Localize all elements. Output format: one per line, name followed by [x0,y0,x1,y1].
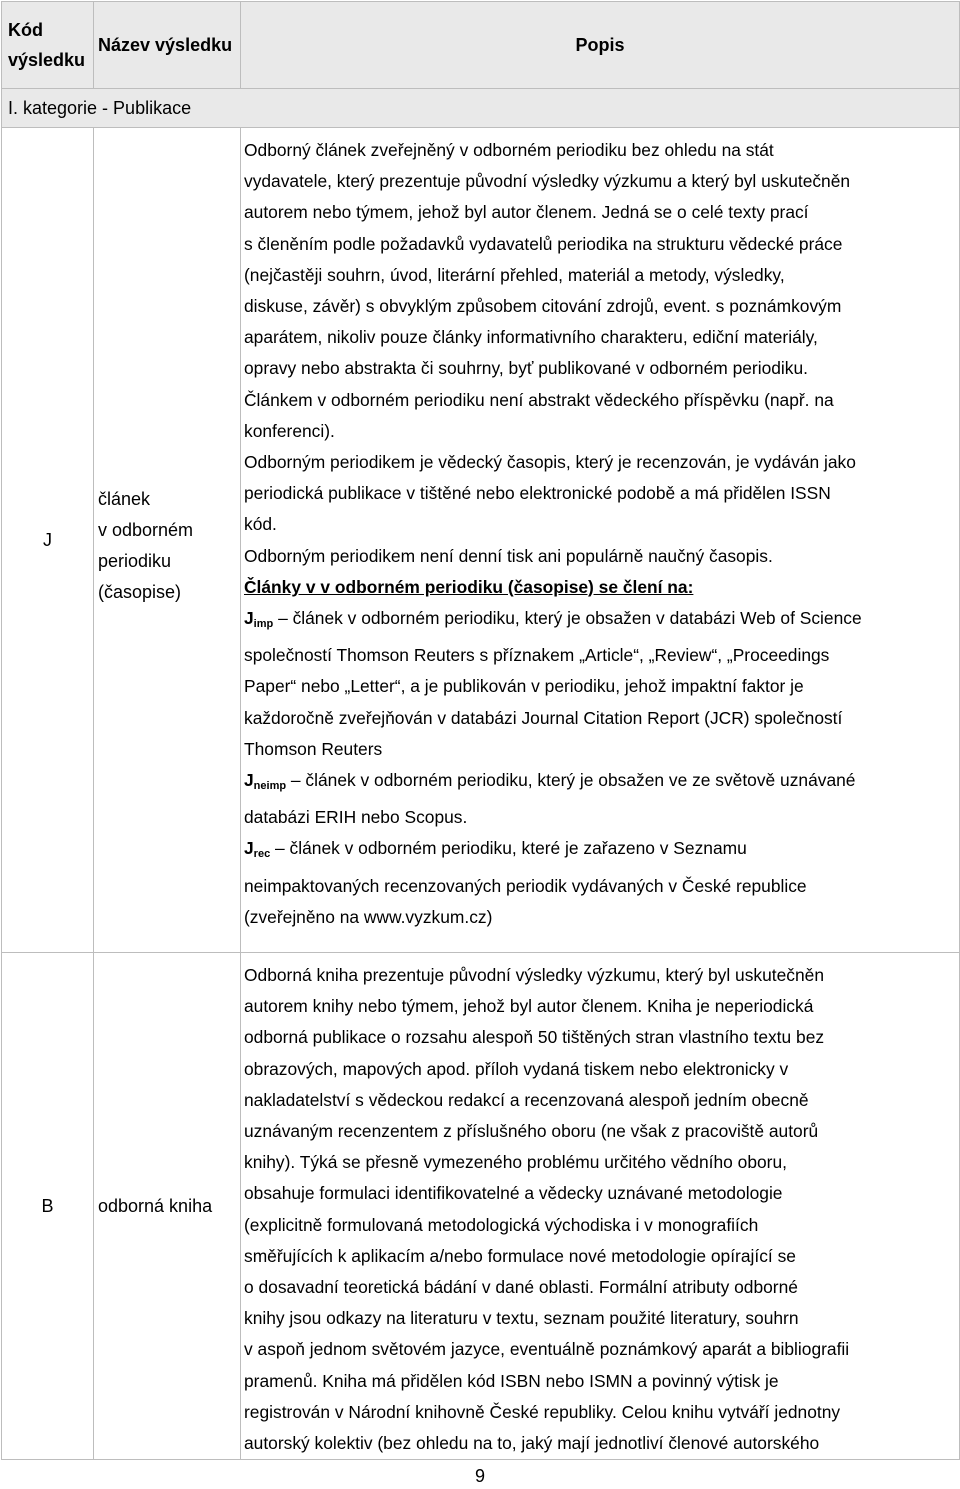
jimp-text: – článek v odborném periodiku, který je obsažen v databázi Web of Science [273,608,862,629]
table-row [2,128,960,953]
desc-line: opravy nebo abstrakta či souhrny, byť publikované v odborném periodiku. [244,358,808,379]
desc-line: Článkem v odborném periodiku není abstrakt vědeckého příspěvku (např. na [244,389,834,410]
desc-line: periodická publikace v tištěné nebo elektronické podobě a má přidělen ISSN [244,483,831,504]
row-name-line: v odborném [98,520,194,540]
desc-line: kód. [244,514,277,535]
desc-line: směřujících k aplikacím a/nebo formulace nové metodologie opírající se [244,1245,796,1266]
desc-line: autorský kolektiv (bez ohledu na to, jaký mají jednotliví členové autorského [244,1433,820,1454]
desc-line: každoročně zveřejňován v databázi Journal Citation Report (JCR) společností [244,707,843,728]
desc-line: o dosavadní teoretická bádání v dané oblasti. Formální atributy odborné [244,1277,798,1298]
jrec-line [244,833,959,870]
desc-line: obrazových, mapových apod. příloh vydaná tiskem nebo elektronicky v [244,1058,789,1079]
desc-line: vydavatele, který prezentuje původní výsledky výzkumu a který byl uskutečněn [244,171,851,192]
desc-line: registrován v Národní knihovně České republiky. Celou knihu vytváří jednotny [244,1401,841,1422]
table-header-row [2,2,960,89]
desc-line: neimpaktovaných recenzovaných periodik vydávaných v České republice [244,875,807,896]
desc-line: (nejčastěji souhrn, úvod, literární přehled, materiál a metody, výsledky, [244,264,785,285]
desc-line: diskuse, závěr) s obvyklým způsobem citování zdrojů, event. s poznámkovým [244,296,842,317]
desc-line: Thomson Reuters [244,738,383,759]
desc-line: odborná publikace o rozsahu alespoň 50 tištěných stran vlastního textu bez [244,1027,825,1048]
jimp-code: J [244,608,254,629]
desc-line: (explicitně formulovaná metodologická východiska i v monografiích [244,1214,759,1235]
header-code [2,2,94,89]
row-name-line: periodiku [98,551,172,571]
desc-line: uznávaným recenzentem z příslušného oboru (ne však z pracoviště autorů [244,1121,819,1142]
desc-line: konferenci). [244,420,335,441]
jneimp-line [244,765,959,802]
desc-line: Odborný článek zveřejněný v odborném periodiku bez ohledu na stát [244,140,774,160]
jneimp-code: J [244,770,254,791]
header-name: Název výsledku [94,2,241,89]
header-description: Popis [241,2,960,89]
desc-line: nakladatelství s vědeckou redakcí a recenzovaná alespoň jedním obecně [244,1089,809,1110]
header-code-line1: Kód [8,20,43,40]
desc-line: pramenů. Kniha má přidělen kód ISBN nebo ISMN a povinný výtisk je [244,1370,779,1391]
jimp-sub: imp [253,618,274,631]
category-title: I. kategorie - Publikace [2,89,960,128]
desc-line: databázi ERIH nebo Scopus. [244,807,468,828]
desc-line: společností Thomson Reuters s příznakem „Article“, „Review“, „Proceedings [244,645,830,666]
desc-line: autorem nebo týmem, jehož byl autor členem. Jedná se o celé texty prací [244,202,809,223]
desc-line: Odborným periodikem je vědecký časopis, který je recenzován, je vydáván jako [244,452,856,473]
desc-line: s členěním podle požadavků vydavatelů periodika na strukturu vědecké práce [244,233,843,254]
jimp-line [244,603,959,640]
jneimp-sub: neimp [253,780,287,793]
table-row [2,953,960,1460]
desc-line: Paper“ nebo „Letter“, a je publikován v periodiku, jehož impaktní faktor je [244,676,804,697]
jrec-sub: rec [253,848,271,861]
category-row [2,89,960,128]
header-code-line2: výsledku [8,50,86,70]
row-code: J [2,128,94,953]
row-name: odborná kniha [94,953,241,1460]
row-name [94,128,241,953]
desc-line: v aspoň jednom světovém jazyce, eventuálně poznámkový aparát a bibliografii [244,1339,850,1360]
row-description [241,953,960,1460]
row-name-line: (časopise) [98,582,182,602]
subheading: Články v v odborném periodiku (časopise) se člení na: [244,576,694,597]
page-number: 9 [474,1466,485,1486]
desc-line: (zveřejněno na www.vyzkum.cz) [244,906,493,927]
row-description [241,128,960,953]
jrec-code: J [244,838,254,859]
desc-line: aparátem, nikoliv pouze články informativního charakteru, ediční materiály, [244,327,818,348]
row-name-line: článek [98,489,151,509]
desc-line: Odborným periodikem není denní tisk ani populárně naučný časopis. [244,545,773,566]
desc-line: autorem knihy nebo týmem, jehož byl autor členem. Kniha je neperiodická [244,996,814,1017]
desc-line: obsahuje formulaci identifikovatelné a vědecky uznávané metodologie [244,1183,783,1204]
desc-line: knihy). Týká se přesně vymezeného problému určitého vědního oboru, [244,1152,787,1173]
jneimp-text: – článek v odborném periodiku, který je obsažen ve ze světově uznávané [286,770,856,791]
desc-line: Odborná kniha prezentuje původní výsledky výzkumu, který byl uskutečněn [244,965,824,985]
jrec-text: – článek v odborném periodiku, které je zařazeno v Seznamu [270,838,747,859]
results-table [1,1,960,1460]
desc-line: knihy jsou odkazy na literaturu v textu, seznam použité literatury, souhrn [244,1308,799,1329]
row-code: B [2,953,94,1460]
